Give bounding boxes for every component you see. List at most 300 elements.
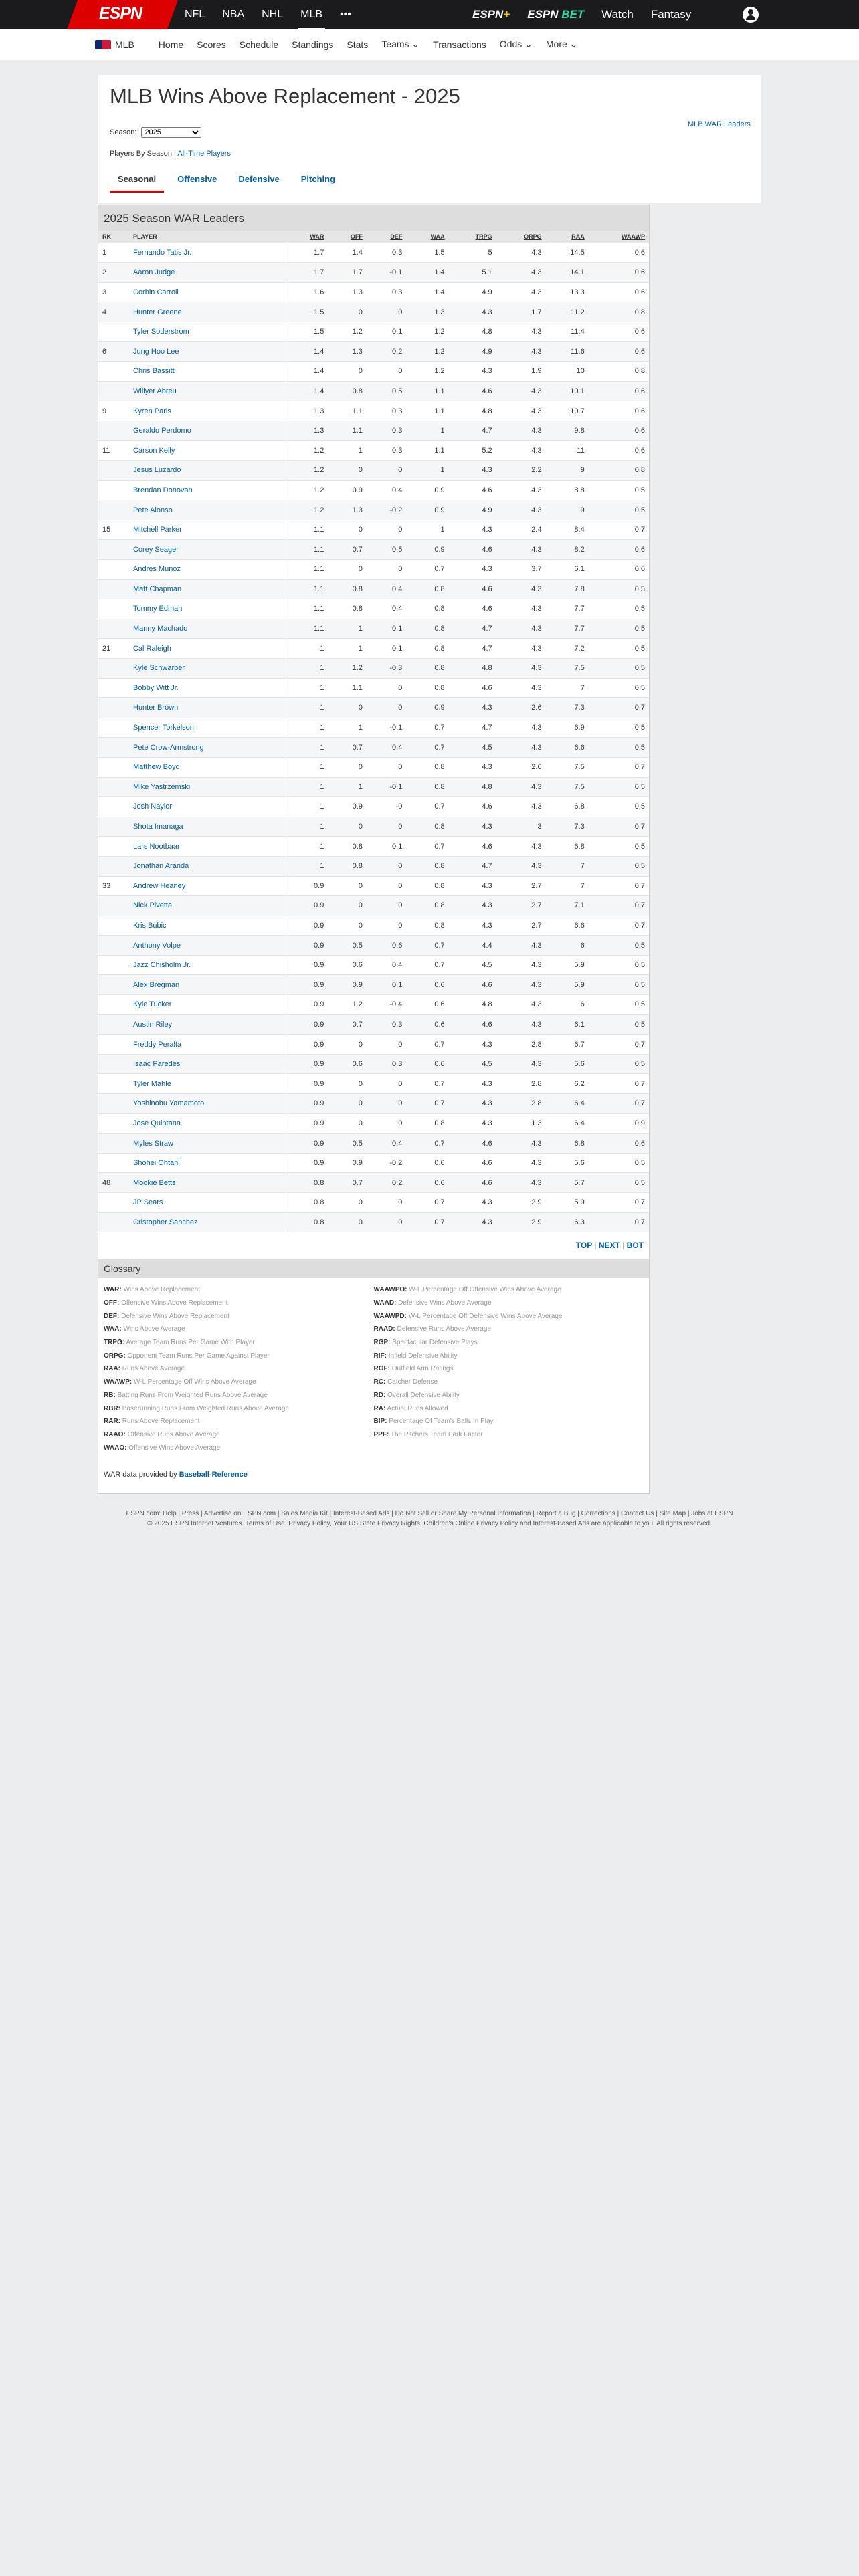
- cell-off: 0.8: [328, 579, 367, 599]
- cell-waa: 0.7: [406, 1074, 448, 1094]
- cell-def: 0: [367, 302, 406, 322]
- cell-off: 1.2: [328, 322, 367, 342]
- glossary-item: [104, 1389, 374, 1402]
- table-row: [98, 916, 649, 936]
- glossary-definition: The Pitchers Team Park Factor: [390, 1430, 483, 1438]
- espn-bet-link[interactable]: ESPN BET: [527, 8, 585, 21]
- table-row: [98, 856, 649, 876]
- cell-player-name[interactable]: Bobby Witt Jr.: [129, 678, 286, 698]
- cell-orpg: 4.3: [496, 579, 546, 599]
- cell-waawp: 0.5: [589, 995, 649, 1015]
- cell-off: 0: [328, 876, 367, 896]
- cell-trpg: 4.3: [449, 302, 496, 322]
- cell-raa: 6.4: [546, 1113, 589, 1134]
- cell-war: 1: [286, 718, 328, 738]
- cell-rank: [98, 1193, 129, 1213]
- cell-waa: 0.6: [406, 1173, 448, 1193]
- cell-def: 0: [367, 817, 406, 837]
- cell-player-name[interactable]: Tyler Soderstrom: [129, 322, 286, 342]
- table-row: [98, 342, 649, 362]
- cell-rank: 21: [98, 639, 129, 659]
- table-row: [98, 936, 649, 956]
- col-trpg[interactable]: TRPG: [449, 231, 496, 243]
- cell-player-name[interactable]: Spencer Torkelson: [129, 718, 286, 738]
- cell-war: 1: [286, 678, 328, 698]
- cell-rank: [98, 1074, 129, 1094]
- cell-waawp: 0.5: [589, 1173, 649, 1193]
- cell-player-name[interactable]: Fernando Tatis Jr.: [129, 243, 286, 263]
- glossary-definition: W-L Percentage Off Wins Above Average: [134, 1378, 256, 1386]
- cell-orpg: 4.3: [496, 1153, 546, 1173]
- cell-player-name[interactable]: Shota Imanaga: [129, 817, 286, 837]
- season-select[interactable]: [141, 127, 201, 138]
- cell-player-name[interactable]: Kris Bubic: [129, 916, 286, 936]
- cell-raa: 5.9: [546, 975, 589, 995]
- cell-waa: 0.6: [406, 995, 448, 1015]
- glossary-item: [104, 1283, 374, 1297]
- cell-orpg: 2.9: [496, 1212, 546, 1232]
- glossary-item: [104, 1336, 374, 1350]
- cell-rank: 2: [98, 263, 129, 283]
- cell-waa: 0.7: [406, 718, 448, 738]
- pager-bot-link[interactable]: BOT: [626, 1241, 644, 1251]
- cell-rank: [98, 916, 129, 936]
- table-row: [98, 1134, 649, 1154]
- user-account-icon[interactable]: [743, 7, 759, 23]
- cell-def: 0: [367, 520, 406, 540]
- tab-seasonal[interactable]: Seasonal: [110, 170, 164, 193]
- cell-waa: 0.8: [406, 777, 448, 797]
- nav-nba[interactable]: NBA: [222, 9, 245, 20]
- cell-player-name[interactable]: Shohei Ohtani: [129, 1153, 286, 1173]
- cell-trpg: 4.8: [449, 401, 496, 421]
- cell-player-name[interactable]: Alex Bregman: [129, 975, 286, 995]
- cell-player-name[interactable]: Aaron Judge: [129, 263, 286, 283]
- cell-waawp: 0.7: [589, 1094, 649, 1114]
- cell-player-name[interactable]: Geraldo Perdomo: [129, 421, 286, 441]
- glossary-item: [374, 1415, 644, 1428]
- cell-orpg: 4.3: [496, 282, 546, 302]
- cell-def: 0.2: [367, 342, 406, 362]
- cell-waawp: 0.7: [589, 896, 649, 916]
- glossary-title: Glossary: [98, 1259, 649, 1278]
- tab-pitching[interactable]: Pitching: [300, 174, 336, 184]
- cell-waawp: 0.6: [589, 342, 649, 362]
- cell-player-name[interactable]: Myles Straw: [129, 1134, 286, 1154]
- cell-trpg: 4.3: [449, 1113, 496, 1134]
- cell-player-name[interactable]: Willyer Abreu: [129, 381, 286, 401]
- cell-raa: 5.6: [546, 1153, 589, 1173]
- subnav-schedule[interactable]: Schedule: [239, 39, 279, 50]
- cell-waa: 0.8: [406, 916, 448, 936]
- tab-defensive[interactable]: Defensive: [238, 174, 280, 184]
- cell-trpg: 4.3: [449, 876, 496, 896]
- cell-orpg: 4.3: [496, 441, 546, 461]
- cell-waawp: 0.7: [589, 876, 649, 896]
- cell-waa: 0.6: [406, 1014, 448, 1035]
- cell-orpg: 4.3: [496, 936, 546, 956]
- cell-orpg: 2.8: [496, 1035, 546, 1055]
- cell-raa: 6.3: [546, 1212, 589, 1232]
- cell-player-name[interactable]: Andres Munoz: [129, 560, 286, 580]
- cell-raa: 7: [546, 876, 589, 896]
- cell-player-name[interactable]: Andrew Heaney: [129, 876, 286, 896]
- cell-off: 1.1: [328, 401, 367, 421]
- cell-def: 0.4: [367, 955, 406, 975]
- cell-orpg: 4.3: [496, 995, 546, 1015]
- cell-trpg: 4.6: [449, 837, 496, 857]
- col-waa[interactable]: WAA: [406, 231, 448, 243]
- cell-def: 0.3: [367, 1014, 406, 1035]
- cell-off: 0: [328, 698, 367, 718]
- cell-rank: 4: [98, 302, 129, 322]
- cell-off: 1.2: [328, 995, 367, 1015]
- cell-trpg: 4.5: [449, 955, 496, 975]
- cell-off: 0.9: [328, 975, 367, 995]
- cell-waawp: 0.5: [589, 579, 649, 599]
- cell-player-name[interactable]: Pete Alonso: [129, 500, 286, 520]
- cell-war: 1: [286, 856, 328, 876]
- cell-player-name[interactable]: Josh Naylor: [129, 797, 286, 817]
- pager-next-link[interactable]: NEXT: [598, 1241, 620, 1251]
- glossary-definition: Outfield Arm Ratings: [391, 1365, 454, 1373]
- cell-orpg: 2.6: [496, 757, 546, 777]
- cell-war: 1.2: [286, 480, 328, 500]
- cell-rank: [98, 1035, 129, 1055]
- col-raa[interactable]: RAA: [546, 231, 589, 243]
- cell-def: 0: [367, 678, 406, 698]
- table-row: [98, 599, 649, 619]
- cell-trpg: 4.3: [449, 1035, 496, 1055]
- cell-player-name[interactable]: Jonathan Aranda: [129, 856, 286, 876]
- cell-player-name[interactable]: Carson Kelly: [129, 441, 286, 461]
- table-row: [98, 975, 649, 995]
- cell-waawp: 0.5: [589, 975, 649, 995]
- cell-waawp: 0.6: [589, 560, 649, 580]
- cell-raa: 11.6: [546, 342, 589, 362]
- pager-top-link[interactable]: TOP: [575, 1241, 593, 1251]
- table-header-row: [98, 231, 649, 243]
- espn-logo[interactable]: ESPN: [99, 4, 142, 23]
- cell-waawp: 0.7: [589, 1193, 649, 1213]
- cell-raa: 11.2: [546, 302, 589, 322]
- cell-def: 0: [367, 1193, 406, 1213]
- cell-war: 1: [286, 698, 328, 718]
- glossary-item: [104, 1362, 374, 1376]
- col-war[interactable]: WAR: [286, 231, 328, 243]
- glossary-definition: Wins Above Average: [123, 1325, 185, 1333]
- cell-player-name[interactable]: Mitchell Parker: [129, 520, 286, 540]
- glossary-item: [104, 1415, 374, 1428]
- cell-off: 0: [328, 520, 367, 540]
- cell-off: 0: [328, 461, 367, 481]
- cell-player-name[interactable]: Kyle Schwarber: [129, 658, 286, 678]
- cell-def: 0.1: [367, 322, 406, 342]
- cell-def: 0: [367, 876, 406, 896]
- cell-off: 0.5: [328, 936, 367, 956]
- right-navigation: [472, 0, 708, 29]
- cell-waawp: 0.7: [589, 1074, 649, 1094]
- table-row: [98, 1173, 649, 1193]
- cell-def: 0: [367, 362, 406, 382]
- cell-player-name[interactable]: Brendan Donovan: [129, 480, 286, 500]
- cell-rank: [98, 1054, 129, 1074]
- cell-trpg: 4.6: [449, 480, 496, 500]
- sports-nav: [185, 0, 369, 29]
- cell-war: 1: [286, 797, 328, 817]
- cell-player-name[interactable]: Yoshinobu Yamamoto: [129, 1094, 286, 1114]
- cell-waawp: 0.5: [589, 599, 649, 619]
- subnav-odds[interactable]: Odds ⌄: [499, 39, 533, 49]
- glossary-term: WAAO:: [104, 1444, 127, 1452]
- table-row: [98, 797, 649, 817]
- cell-raa: 7.1: [546, 896, 589, 916]
- cell-trpg: 4.7: [449, 639, 496, 659]
- cell-raa: 6.7: [546, 1035, 589, 1055]
- cell-orpg: 4.3: [496, 856, 546, 876]
- cell-waa: 0.8: [406, 817, 448, 837]
- cell-raa: 5.7: [546, 1173, 589, 1193]
- cell-waawp: 0.8: [589, 461, 649, 481]
- page-footer: [0, 1509, 859, 1529]
- cell-def: -0.1: [367, 718, 406, 738]
- glossary-definition: Defensive Wins Above Average: [398, 1299, 492, 1307]
- cell-rank: [98, 955, 129, 975]
- cell-trpg: 4.3: [449, 896, 496, 916]
- col-orpg[interactable]: ORPG: [496, 231, 546, 243]
- cell-waawp: 0.7: [589, 698, 649, 718]
- cell-player-name[interactable]: Isaac Paredes: [129, 1054, 286, 1074]
- cell-def: 0.1: [367, 639, 406, 659]
- cell-war: 0.9: [286, 1054, 328, 1074]
- glossary-term: DEF:: [104, 1312, 120, 1320]
- col-def[interactable]: DEF: [367, 231, 406, 243]
- glossary-item: [104, 1376, 374, 1389]
- cell-orpg: 2.7: [496, 896, 546, 916]
- cell-player-name[interactable]: Corbin Carroll: [129, 282, 286, 302]
- cell-player-name[interactable]: Cristopher Sanchez: [129, 1212, 286, 1232]
- cell-trpg: 4.8: [449, 322, 496, 342]
- glossary-item: [104, 1310, 374, 1323]
- cell-player-name[interactable]: Mike Yastrzemski: [129, 777, 286, 797]
- cell-player-name[interactable]: Tommy Edman: [129, 599, 286, 619]
- cell-player-name[interactable]: Pete Crow-Armstrong: [129, 738, 286, 758]
- cell-player-name[interactable]: Jazz Chisholm Jr.: [129, 955, 286, 975]
- cell-war: 1.1: [286, 540, 328, 560]
- cell-waawp: 0.6: [589, 243, 649, 263]
- cell-trpg: 4.8: [449, 995, 496, 1015]
- cell-player-name[interactable]: Chris Bassitt: [129, 362, 286, 382]
- cell-trpg: 4.3: [449, 817, 496, 837]
- war-leaders-link[interactable]: MLB WAR Leaders: [688, 120, 751, 128]
- cell-trpg: 4.6: [449, 1014, 496, 1035]
- cell-rank: [98, 896, 129, 916]
- glossary-definition: Runs Above Replacement: [122, 1418, 200, 1426]
- subnav-teams[interactable]: Teams ⌄: [381, 39, 420, 49]
- cell-waawp: 0.5: [589, 500, 649, 520]
- cell-off: 1.7: [328, 263, 367, 283]
- cell-trpg: 4.7: [449, 421, 496, 441]
- cell-orpg: 4.3: [496, 658, 546, 678]
- nav-nhl[interactable]: NHL: [262, 9, 284, 20]
- nav-more-dots[interactable]: •••: [340, 9, 351, 20]
- cell-war: 1.7: [286, 263, 328, 283]
- cell-rank: [98, 1014, 129, 1035]
- cell-rank: [98, 777, 129, 797]
- table-row: [98, 1113, 649, 1134]
- cell-trpg: 4.3: [449, 916, 496, 936]
- cell-waa: 1.5: [406, 243, 448, 263]
- cell-rank: [98, 362, 129, 382]
- cell-raa: 6.4: [546, 1094, 589, 1114]
- cell-player-name[interactable]: Austin Riley: [129, 1014, 286, 1035]
- cell-war: 1: [286, 837, 328, 857]
- cell-waa: 0.6: [406, 975, 448, 995]
- cell-raa: 6: [546, 995, 589, 1015]
- cell-player-name[interactable]: Freddy Peralta: [129, 1035, 286, 1055]
- cell-trpg: 4.6: [449, 1134, 496, 1154]
- table-row: [98, 698, 649, 718]
- glossary-definition: Opponent Team Runs Per Game Against Player: [127, 1352, 270, 1360]
- cell-player-name[interactable]: JP Sears: [129, 1193, 286, 1213]
- cell-orpg: 4.3: [496, 1134, 546, 1154]
- stat-tabs: [110, 170, 349, 193]
- cell-war: 0.8: [286, 1212, 328, 1232]
- glossary-definition: W-L Percentage Off Offensive Wins Above Average: [409, 1286, 561, 1294]
- cell-raa: 5.9: [546, 1193, 589, 1213]
- tab-offensive[interactable]: Offensive: [177, 174, 217, 184]
- cell-raa: 6.6: [546, 738, 589, 758]
- cell-rank: [98, 975, 129, 995]
- cell-raa: 7.8: [546, 579, 589, 599]
- cell-def: 0.1: [367, 975, 406, 995]
- cell-off: 1: [328, 718, 367, 738]
- cell-orpg: 1.3: [496, 1113, 546, 1134]
- subnav-transactions[interactable]: Transactions: [433, 39, 486, 50]
- cell-player-name[interactable]: Matthew Boyd: [129, 757, 286, 777]
- glossary-item: [104, 1323, 374, 1336]
- glossary-definition: Wins Above Replacement: [123, 1286, 200, 1294]
- cell-war: 0.9: [286, 1074, 328, 1094]
- cell-orpg: 4.3: [496, 381, 546, 401]
- subnav-stats[interactable]: Stats: [347, 39, 369, 50]
- cell-trpg: 4.3: [449, 520, 496, 540]
- table-row: [98, 619, 649, 639]
- glossary-definition: Defensive Wins Above Replacement: [121, 1312, 229, 1320]
- footer-links[interactable]: ESPN.com: Help | Press | Advertise on ESPN.com | Sales Media Kit | Interest-Based Ads | Do Not Sell or Share My Personal Information | Report a Bug | Corrections | Contact Us | Site Map | Jobs at ESPN: [126, 1510, 733, 1517]
- cell-trpg: 4.5: [449, 738, 496, 758]
- cell-player-name[interactable]: Manny Machado: [129, 619, 286, 639]
- cell-waawp: 0.5: [589, 837, 649, 857]
- table-row: [98, 1054, 649, 1074]
- cell-off: 0: [328, 757, 367, 777]
- col-off[interactable]: OFF: [328, 231, 367, 243]
- glossary-term: RA:: [373, 1404, 386, 1412]
- cell-waawp: 0.6: [589, 1134, 649, 1154]
- cell-raa: 7.2: [546, 639, 589, 659]
- cell-player-name[interactable]: Cal Raleigh: [129, 639, 286, 659]
- nav-mlb[interactable]: MLB: [300, 9, 323, 20]
- data-credit: [98, 1460, 649, 1493]
- cell-orpg: 2.7: [496, 916, 546, 936]
- season-filter: [110, 127, 201, 138]
- cell-rank: [98, 1094, 129, 1114]
- cell-waa: 0.9: [406, 540, 448, 560]
- nav-nfl[interactable]: NFL: [185, 9, 205, 20]
- cell-player-name[interactable]: Matt Chapman: [129, 579, 286, 599]
- cell-rank: [98, 619, 129, 639]
- cell-player-name[interactable]: Tyler Mahle: [129, 1074, 286, 1094]
- glossary-term: TRPG:: [104, 1339, 125, 1346]
- cell-player-name[interactable]: Nick Pivetta: [129, 896, 286, 916]
- cell-player-name[interactable]: Jung Hoo Lee: [129, 342, 286, 362]
- cell-player-name[interactable]: Hunter Brown: [129, 698, 286, 718]
- cell-off: 0.7: [328, 1014, 367, 1035]
- glossary-term: RIF:: [373, 1352, 387, 1360]
- col-player: PLAYER: [129, 231, 286, 243]
- subnav-more[interactable]: More ⌄: [545, 39, 578, 49]
- cell-rank: [98, 817, 129, 837]
- espn-plus-link[interactable]: ESPN+: [472, 8, 510, 21]
- subnav-scores[interactable]: Scores: [197, 39, 226, 50]
- glossary-term: PPF:: [373, 1430, 389, 1438]
- cell-war: 1.1: [286, 560, 328, 580]
- cell-player-name[interactable]: Jesus Luzardo: [129, 461, 286, 481]
- cell-player-name[interactable]: Mookie Betts: [129, 1173, 286, 1193]
- cell-raa: 9.8: [546, 421, 589, 441]
- cell-player-name[interactable]: Kyle Tucker: [129, 995, 286, 1015]
- top-navigation: [0, 0, 859, 29]
- fantasy-link[interactable]: Fantasy: [650, 8, 692, 21]
- watch-link[interactable]: Watch: [601, 8, 634, 21]
- cell-war: 0.9: [286, 955, 328, 975]
- cell-war: 1.2: [286, 500, 328, 520]
- cell-waa: 0.8: [406, 619, 448, 639]
- cell-def: -0: [367, 797, 406, 817]
- cell-waawp: 0.5: [589, 955, 649, 975]
- cell-player-name[interactable]: Anthony Volpe: [129, 936, 286, 956]
- cell-waawp: 0.7: [589, 1212, 649, 1232]
- cell-waa: 1.2: [406, 322, 448, 342]
- glossary-item: [374, 1362, 644, 1376]
- col-waawp[interactable]: WAAWP: [589, 231, 649, 243]
- cell-waa: 0.8: [406, 896, 448, 916]
- cell-rank: 3: [98, 282, 129, 302]
- glossary-term: WAR:: [104, 1286, 122, 1294]
- league-label[interactable]: [95, 39, 134, 50]
- cell-player-name[interactable]: Hunter Greene: [129, 302, 286, 322]
- cell-rank: [98, 718, 129, 738]
- cell-player-name[interactable]: Jose Quintana: [129, 1113, 286, 1134]
- cell-trpg: 4.9: [449, 282, 496, 302]
- subnav-home[interactable]: Home: [158, 39, 184, 50]
- baseball-reference-link[interactable]: Baseball-Reference: [179, 1471, 248, 1479]
- all-time-players-link[interactable]: All-Time Players: [177, 150, 231, 158]
- glossary-item: [374, 1283, 644, 1297]
- subnav-standings[interactable]: Standings: [292, 39, 334, 50]
- cell-def: 0.3: [367, 243, 406, 263]
- cell-war: 0.9: [286, 1035, 328, 1055]
- cell-orpg: 1.7: [496, 302, 546, 322]
- cell-def: 0.4: [367, 480, 406, 500]
- cell-waa: 0.7: [406, 936, 448, 956]
- table-row: [98, 302, 649, 322]
- cell-off: 1.3: [328, 500, 367, 520]
- cell-player-name[interactable]: Corey Seager: [129, 540, 286, 560]
- cell-player-name[interactable]: Kyren Paris: [129, 401, 286, 421]
- cell-player-name[interactable]: Lars Nootbaar: [129, 837, 286, 857]
- credit-text: WAR data provided by: [104, 1471, 177, 1479]
